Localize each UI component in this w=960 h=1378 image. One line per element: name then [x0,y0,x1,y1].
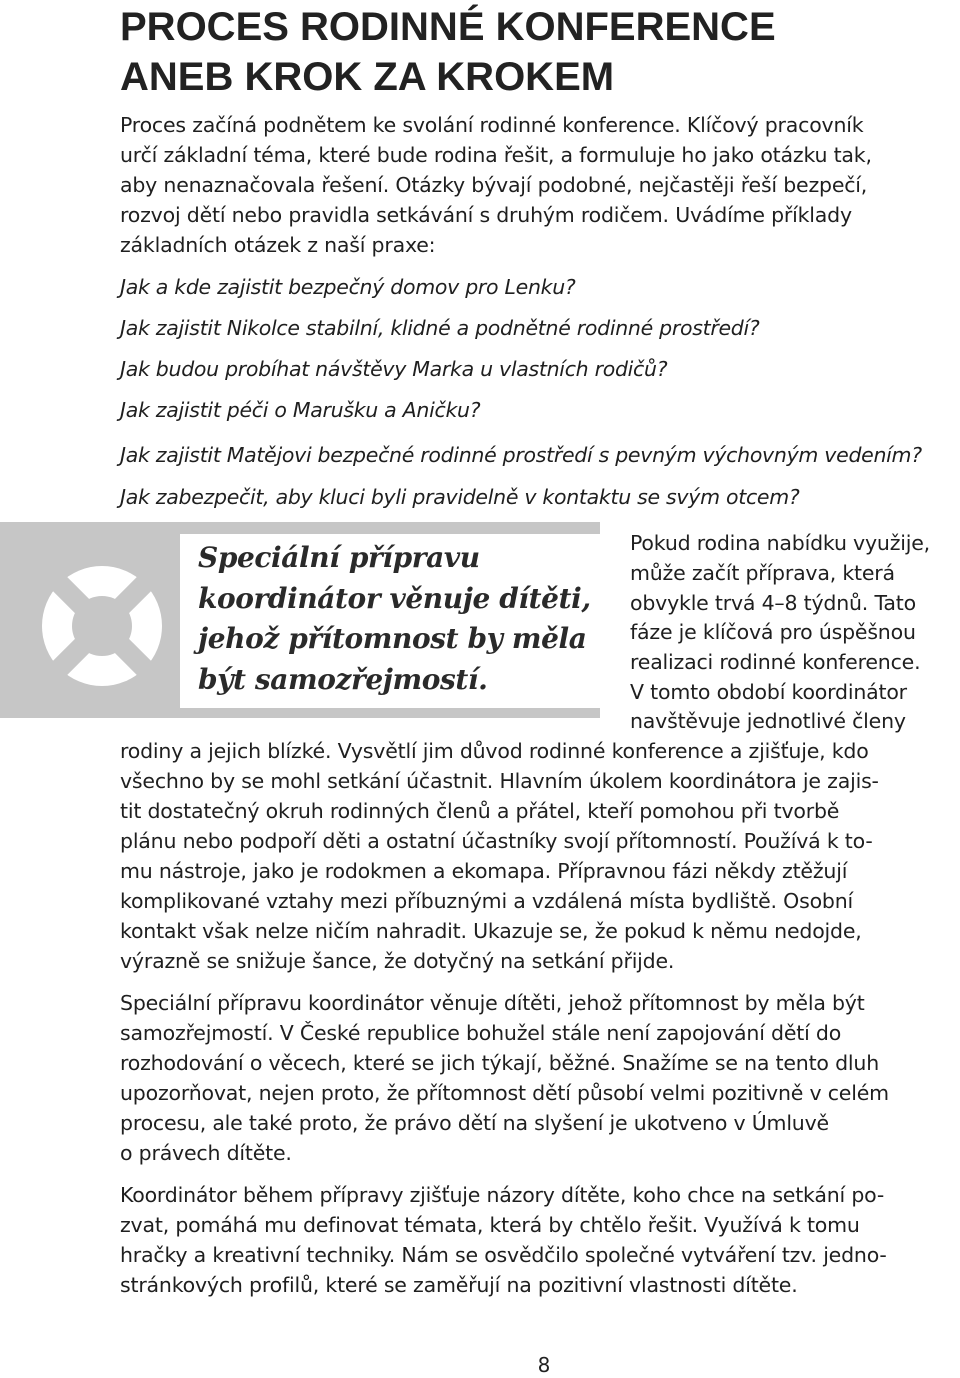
side-line: obvykle trvá 4–8 týdnů. Tato [630,591,916,615]
paragraph-line: kontakt však nelze ničím nahradit. Ukazuje se, že pokud k němu nedojde, [120,919,862,943]
question-item: Jak zajistit Matějovi bezpečné rodinné prostředí s pevným výchovným vedením? [120,443,922,467]
side-line: může začít příprava, která [630,561,895,585]
question-item: Jak budou probíhat návštěvy Marka u vlastních rodičů? [120,357,668,381]
paragraph-line: o právech dítěte. [120,1141,292,1165]
side-line: fáze je klíčová pro úspěšnou [630,620,916,644]
side-line: navštěvuje jednotlivé členy [630,709,906,733]
side-line: realizaci rodinné konference. [630,650,921,674]
callout-line: jehož přítomnost by měla [198,622,587,655]
intro-line: základních otázek z naší praxe: [120,233,436,257]
page-number [0,1352,960,1378]
page-title [120,2,880,102]
side-line: V tomto období koordinátor [630,680,907,704]
side-line: Pokud rodina nabídku využije, [630,531,930,555]
intro-line: určí základní téma, které bude rodina řešit, a formuluje ho jako otázku tak, [120,143,872,167]
question-item: Jak zajistit Nikolce stabilní, klidné a podnětné rodinné prostředí? [120,316,760,340]
paragraph-line: tit dostatečný okruh rodinných členů a přátel, kteří pomohou při tvorbě [120,799,840,823]
title-line-2: ANEB KROK ZA KROKEM [120,55,615,99]
callout-line: být samozřejmostí. [198,662,488,696]
lifebuoy-icon [38,562,166,690]
intro-line: aby nenaznačovala řešení. Otázky bývají podobné, nejčastěji řeší bezpečí, [120,173,868,197]
title-line-1: PROCES RODINNÉ KONFERENCE [120,5,776,49]
paragraph-line: upozorňovat, nejen proto, že přítomnost dětí působí velmi pozitivně v celém [120,1081,889,1105]
paragraph-line: zvat, pomáhá mu definovat témata, která by chtělo řešit. Využívá k tomu [120,1213,860,1237]
intro-line: rozvoj dětí nebo pravidla setkávání s druhým rodičem. Uvádíme příklady [120,203,852,227]
question-item: Jak zabezpečit, aby kluci byli pravidelně v kontaktu se svým otcem? [120,485,800,509]
paragraph-line: Koordinátor během přípravy zjišťuje názory dítěte, koho chce na setkání po- [120,1183,885,1207]
paragraph-line: hračky a kreativní techniky. Nám se osvědčilo společné vytváření tzv. jedno- [120,1243,887,1267]
paragraph-line: procesu, ale také proto, že právo dětí na slyšení je ukotveno v Úmluvě [120,1111,829,1135]
page-number-value: 8 [537,1353,551,1377]
paragraph-line: Speciální přípravu koordinátor věnuje dítěti, jehož přítomnost by měla být [120,991,865,1015]
question-item: Jak zajistit péči o Marušku a Aničku? [120,398,481,422]
paragraph-line: výrazně se snižuje šance, že dotyčný na setkání přijde. [120,949,675,973]
callout-line: Speciální přípravu [198,541,480,574]
paragraph-line: rozhodování o věcech, které se jich týkají, běžné. Snažíme se na tento dluh [120,1051,879,1075]
paragraph-line: plánu nebo podpoří děti a ostatní účastníky svojí přítomností. Používá k to- [120,829,873,853]
paragraph-line: všechno by se mohl setkání účastnit. Hlavním úkolem koordinátora je zajis- [120,769,879,793]
callout-quote [198,538,598,700]
paragraph-line: rodiny a jejich blízké. Vysvětlí jim důvod rodinné konference a zjišťuje, kdo [120,739,869,763]
paragraph-line: komplikované vztahy mezi příbuznými a vzdálená místa bydliště. Osobní [120,889,854,913]
paragraph-line: mu nástroje, jako je rodokmen a ekomapa. Přípravnou fázi někdy ztěžují [120,859,848,883]
callout-line: koordinátor věnuje dítěti, [198,581,591,615]
paragraph-line: stránkových profilů, které se zaměřují na pozitivní vlastnosti dítěte. [120,1273,798,1297]
paragraph-line: samozřejmostí. V České republice bohužel stále není zapojování dětí do [120,1021,842,1045]
question-item: Jak a kde zajistit bezpečný domov pro Lenku? [120,275,576,299]
intro-line: Proces začíná podnětem ke svolání rodinné konference. Klíčový pracovník [120,113,864,137]
